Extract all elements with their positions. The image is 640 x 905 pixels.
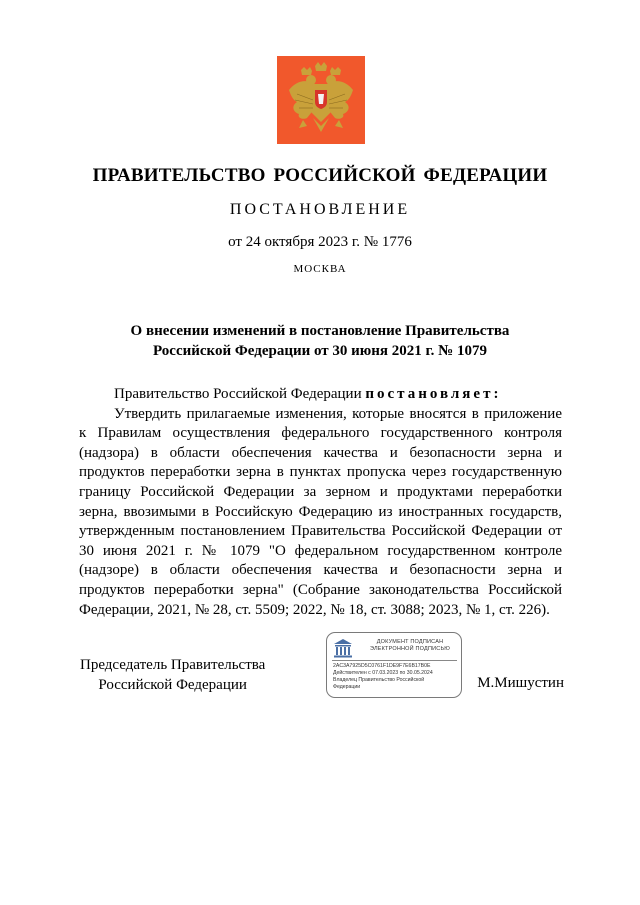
document-date-number: от 24 октября 2023 г. № 1776 [228, 234, 412, 250]
stamp-title [361, 639, 459, 653]
stamp-owner-line-1: Владелец Правительство Российской [333, 677, 425, 683]
stamp-owner-line-2: Федерации [333, 684, 361, 690]
intro-paragraph [79, 385, 562, 405]
intro-spaced-word: постановляет: [365, 386, 502, 402]
heading-line-1: О внесении изменений в постановление Правительства [130, 323, 510, 339]
coat-of-arms-icon [277, 56, 365, 144]
stamp-details [333, 663, 459, 691]
document-issuer-title: ПРАВИТЕЛЬСТВО РОССИЙСКОЙ ФЕДЕРАЦИИ [92, 165, 548, 186]
document-body [79, 385, 562, 620]
stamp-validity: Действителен с 07.03.2023 по 30.05.2024 [333, 670, 433, 676]
stamp-title-line-1: ДОКУМЕНТ ПОДПИСАН [376, 639, 444, 645]
electronic-signature-stamp [326, 632, 462, 698]
signer-position [80, 655, 265, 695]
stamp-title-line-2: ЭЛЕКТРОННОЙ ПОДПИСЬЮ [369, 646, 451, 652]
main-paragraph: Утвердить прилагаемые изменения, которые вносятся в приложение к Правилам осуществления федерального государственного контроля (надзора) в области обеспечения качества и безопасности зерна и продуктов переработки зерна в пунктах пропуска через государственную границу Российской Федерации за зерном и продуктами переработки зерна, ввозимыми в Российскую Федерацию из иностранных государств, утвержденным постановлением Правительства Российской Федерации от 30 июня 2021 г. № 1079 "О федеральном государственном контроле (надзоре) в области обеспечения качества и безопасности зерна и продуктов переработки зерна" (Собрание законодательства Российской Федерации, 2021, № 28, ст. 5509; 2022, № 18, ст. 3088; 2023, № 1, ст. 226). [79, 405, 562, 618]
stamp-divider [332, 660, 457, 661]
signer-position-line-1: Председатель Правительства [80, 657, 266, 673]
heading-line-2: Российской Федерации от 30 июня 2021 г. № 1079 [153, 343, 487, 359]
document-city: МОСКВА [293, 263, 347, 275]
government-building-icon [332, 638, 354, 658]
document-type: ПОСТАНОВЛЕНИЕ [229, 201, 411, 218]
stamp-certificate: 2AC3A7925D5C0761F1DE9F7E6B17B0E [333, 663, 431, 669]
intro-text: Правительство Российской Федерации [114, 386, 366, 402]
signer-name: М.Мишустин [477, 675, 564, 691]
document-heading [0, 321, 640, 361]
signer-position-line-2: Российской Федерации [98, 677, 247, 693]
